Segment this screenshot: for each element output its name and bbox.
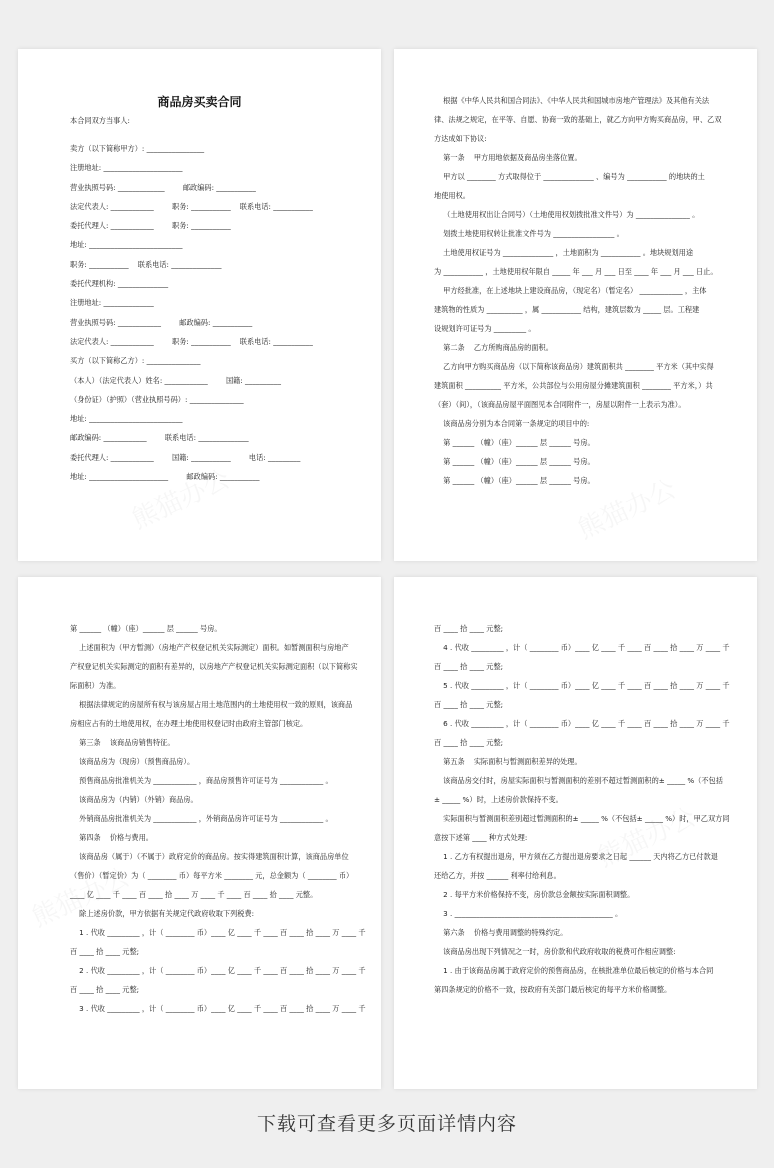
contract-line: 1 . 由于该商品房属于政府定价的预售商品房，在核批准单位最后核定的价格与本合同 xyxy=(434,966,714,975)
contract-line: 第五条 实际面积与暂测面积差异的处理。 xyxy=(434,757,582,766)
contract-line: 6 . 代收 _________ ，计（ ________ 币）____ 亿 ____ 千 ____ 百 ____ 拾 ____ 万 ____ 千 xyxy=(434,719,730,728)
contract-line: 该商品房分别为本合同第一条规定的项目中的: xyxy=(434,419,590,428)
contract-line: 邮政编码: ____________ 联系电话: ______________ xyxy=(70,433,249,443)
contract-line: 乙方向甲方购买商品房（以下简称该商品房）建筑面积共 ________ 平方米（其中实得 xyxy=(434,362,714,371)
contract-page-2 xyxy=(394,49,757,561)
contract-line: 买方（以下简称乙方）: _______________ xyxy=(70,356,201,366)
contract-line: 地址: __________________________ xyxy=(70,240,183,250)
contract-line: 百 ____ 拾 ____ 元整; xyxy=(70,947,140,956)
contract-line: 外销商品房批准机关为 ____________ ，外销商品房许可证号为 ____________ 。 xyxy=(70,814,333,823)
contract-line: 上述面积为（甲方暂测）（房地产产权登记机关实际测定）面积。如暂测面积与房地产 xyxy=(70,643,349,652)
contract-line: 设规划许可证号为 _________ 。 xyxy=(434,324,536,333)
contract-line: 第四条规定的价格不一致，按政府有关部门最后核定的每平方米价格调整。 xyxy=(434,985,672,994)
contract-line: 委托代理人: ____________ 职务: ___________ xyxy=(70,221,231,231)
contract-line: 建筑面积 __________ 平方米，公共部位与公用房屋分摊建筑面积 ________ 平方米，）共 xyxy=(434,381,713,390)
contract-line: 第 ______ （幢）（座）______ 层 ______ 号房。 xyxy=(70,624,222,633)
document-title: 商品房买卖合同 xyxy=(157,95,242,109)
contract-line: 注册地址: ______________ xyxy=(70,298,154,308)
download-more-caption[interactable]: 下载可查看更多页面详情内容 xyxy=(256,1113,517,1135)
contract-line: 营业执照号码: _____________ 邮政编码: ___________ xyxy=(70,182,256,192)
page-4-body xyxy=(434,624,733,1004)
contract-line: （售价）（暂定价）为（ ________ 币）每平方米 ________ 元，总金额为（ ________ 币） xyxy=(70,871,354,880)
contract-line: 该商品房为（现房）（预售商品房）。 xyxy=(70,757,195,766)
contract-line: 第 ______ （幢）（座）______ 层 ______ 号房。 xyxy=(434,476,595,485)
contract-line: 本合同双方当事人: xyxy=(70,116,130,125)
contract-line: 百 ____ 拾 ____ 元整; xyxy=(434,738,504,747)
contract-line: 该商品房出现下列情况之一时，房价款和代政府收取的税费可作相应调整: xyxy=(434,947,676,956)
contract-line: 百 ____ 拾 ____ 元整; xyxy=(434,700,504,709)
contract-line: 2 . 代收 _________ ，计（ ________ 币）____ 亿 ____ 千 ____ 百 ____ 拾 ____ 万 ____ 千 xyxy=(70,966,366,975)
contract-line: 1 . 乙方有权提出退房，甲方须在乙方提出退房要求之日起 ______ 天内将乙方已付款退 xyxy=(434,852,718,861)
contract-line: 5 . 代收 _________ ，计（ ________ 币）____ 亿 ____ 千 ____ 百 ____ 拾 ____ 万 ____ 千 xyxy=(434,681,730,690)
contract-line: 2 . 每平方米价格保持不变，房价款总金额按实际面积调整。 xyxy=(434,890,635,899)
contract-line: ± _____ %）时，上述房价款保持不变。 xyxy=(434,795,563,804)
contract-line: 方达成如下协议: xyxy=(434,134,487,143)
contract-line: （本人）（法定代表人）姓名: ____________ 国籍: __________ xyxy=(70,375,281,385)
contract-line: 划拨土地使用权转让批准文件号为 _________________ 。 xyxy=(434,229,624,238)
contract-line: 第一条 甲方用地依据及商品房坐落位置。 xyxy=(434,153,582,162)
contract-line: 地址: __________________________ xyxy=(70,414,183,424)
contract-line: 法定代表人: ____________ 职务: ___________ 联系电话: ___________ xyxy=(70,201,313,211)
contract-line: 百 ____ 拾 ____ 元整; xyxy=(70,985,140,994)
contract-line: 营业执照号码: ____________ 邮政编码: ___________ xyxy=(70,317,253,327)
contract-line: 第二条 乙方所购商品房的面积。 xyxy=(434,343,553,352)
contract-line: 土地使用权证号为 ______________ ，土地面积为 ___________ 。地块规划用途 xyxy=(434,248,694,257)
contract-line: 法定代表人: ____________ 职务: ___________ 联系电话: ___________ xyxy=(70,336,313,346)
contract-line: 1 . 代收 _________ ，计（ ________ 币）____ 亿 ____ 千 ____ 百 ____ 拾 ____ 万 ____ 千 xyxy=(70,928,366,937)
contract-line: 3 . ____________________________________________ 。 xyxy=(434,909,623,918)
contract-line: 际面积）为准。 xyxy=(70,681,121,690)
contract-line: 第四条 价格与费用。 xyxy=(70,833,153,842)
contract-line: 3 . 代收 _________ ，计（ ________ 币）____ 亿 ____ 千 ____ 百 ____ 拾 ____ 万 ____ 千 xyxy=(70,1004,366,1013)
contract-line: 意按下述第 ____ 种方式处理: xyxy=(434,833,528,842)
contract-line: 还给乙方，并按 ______ 利率付给利息。 xyxy=(434,871,561,880)
contract-line: 甲方以 ________ 方式取得位于 ______________ 、编号为 ___________ 的地块的土 xyxy=(434,172,705,181)
contract-line: 为 ___________ ，土地使用权年限自 _____ 年 ___ 月 ___ 日至 ____ 年 ___ 月 ___ 日止。 xyxy=(434,267,718,276)
contract-line: 该商品房交付时，房屋实际面积与暂测面积的差别不超过暂测面积的± _____ %（不包括 xyxy=(434,776,723,785)
page-3-body xyxy=(70,624,366,1023)
contract-line: 卖方（以下简称甲方）: ________________ xyxy=(70,144,205,153)
contract-line: 房相应占有的土地使用权，在办理土地使用权登记时由政府主管部门核定。 xyxy=(70,719,308,728)
contract-line: 百 ____ 拾 ____ 元整; xyxy=(434,624,504,633)
contract-line: 4 . 代收 _________ ，计（ ________ 币）____ 亿 ____ 千 ____ 百 ____ 拾 ____ 万 ____ 千 xyxy=(434,643,730,652)
page-1-body xyxy=(70,116,351,491)
contract-page-3 xyxy=(18,577,381,1089)
contract-line: 该商品房（属于）（不属于）政府定价的商品房。按实得建筑面积计算，该商品房单位 xyxy=(70,852,349,861)
contract-line: 律、法规之规定，在平等、自愿、协商一致的基础上，就乙方向甲方购买商品房，甲、乙双 xyxy=(434,115,722,124)
contract-line: 地使用权。 xyxy=(434,191,470,200)
page-2-body xyxy=(434,96,733,495)
contract-line: 根据法律规定的房屋所有权与该房屋占用土地范围内的土地使用权一致的原则，该商品 xyxy=(70,700,353,709)
contract-line: （土地使用权出让合同号）（土地使用权划拨批准文件号）为 _______________ 。 xyxy=(434,210,700,219)
contract-line: （身份证）（护照）（营业执照号码）: _______________ xyxy=(70,394,244,404)
contract-line: 第六条 价格与费用调整的特殊约定。 xyxy=(434,928,568,937)
contract-page-1 xyxy=(18,49,381,561)
contract-line: 职务: ___________ 联系电话: ______________ xyxy=(70,259,222,269)
contract-line: （套）（间），（该商品房屋平面图见本合同附件一，房屋以附件一上表示为准）。 xyxy=(434,400,686,409)
contract-line: 第三条 该商品房销售特征。 xyxy=(70,738,175,747)
contract-line: 除上述房价款，甲方依据有关规定代政府收取下列税费: xyxy=(70,909,255,918)
contract-line: 产权登记机关实际测定的面积有差异的，以房地产产权登记机关实际测定面积（以下简称实 xyxy=(70,662,358,671)
contract-line: 第 ______ （幢）（座）______ 层 ______ 号房。 xyxy=(434,438,595,447)
contract-line: 预售商品房批准机关为 ____________ ，商品房预售许可证号为 ____________ 。 xyxy=(70,776,333,785)
contract-line: 注册地址: ______________________ xyxy=(70,163,183,173)
contract-line: 建筑物的性质为 __________ ，属 ___________ 结构，建筑层数为 _____ 层。工程建 xyxy=(434,305,700,314)
contract-page-4 xyxy=(394,577,757,1089)
contract-line: 实际面积与暂测面积差别超过暂测面积的± _____ %（不包括± _____ %）时，甲乙双方同 xyxy=(434,814,730,823)
contract-line: 根据《中华人民共和国合同法》、《中华人民共和国城市房地产管理法》及其他有关法 xyxy=(434,96,710,105)
contract-line: 甲方经批准，在上述地块上建设商品房，（现定名）（暂定名） ____________ ，主体 xyxy=(434,286,707,295)
contract-line: ____ 亿 ____ 千 ____ 百 ____ 拾 ____ 万 ____ 千 ____ 百 ____ 拾 ____ 元整。 xyxy=(70,890,318,899)
contract-line: 委托代理人: ____________ 国籍: ___________ 电话: _________ xyxy=(70,452,301,462)
contract-line: 委托代理机构: ______________ xyxy=(70,279,169,289)
contract-line: 百 ____ 拾 ____ 元整; xyxy=(434,662,504,671)
contract-line: 第 ______ （幢）（座）______ 层 ______ 号房。 xyxy=(434,457,595,466)
contract-line: 地址: ______________________ 邮政编码: ___________ xyxy=(70,472,260,482)
contract-line: 该商品房为（内销）（外销）商品房。 xyxy=(70,795,198,804)
